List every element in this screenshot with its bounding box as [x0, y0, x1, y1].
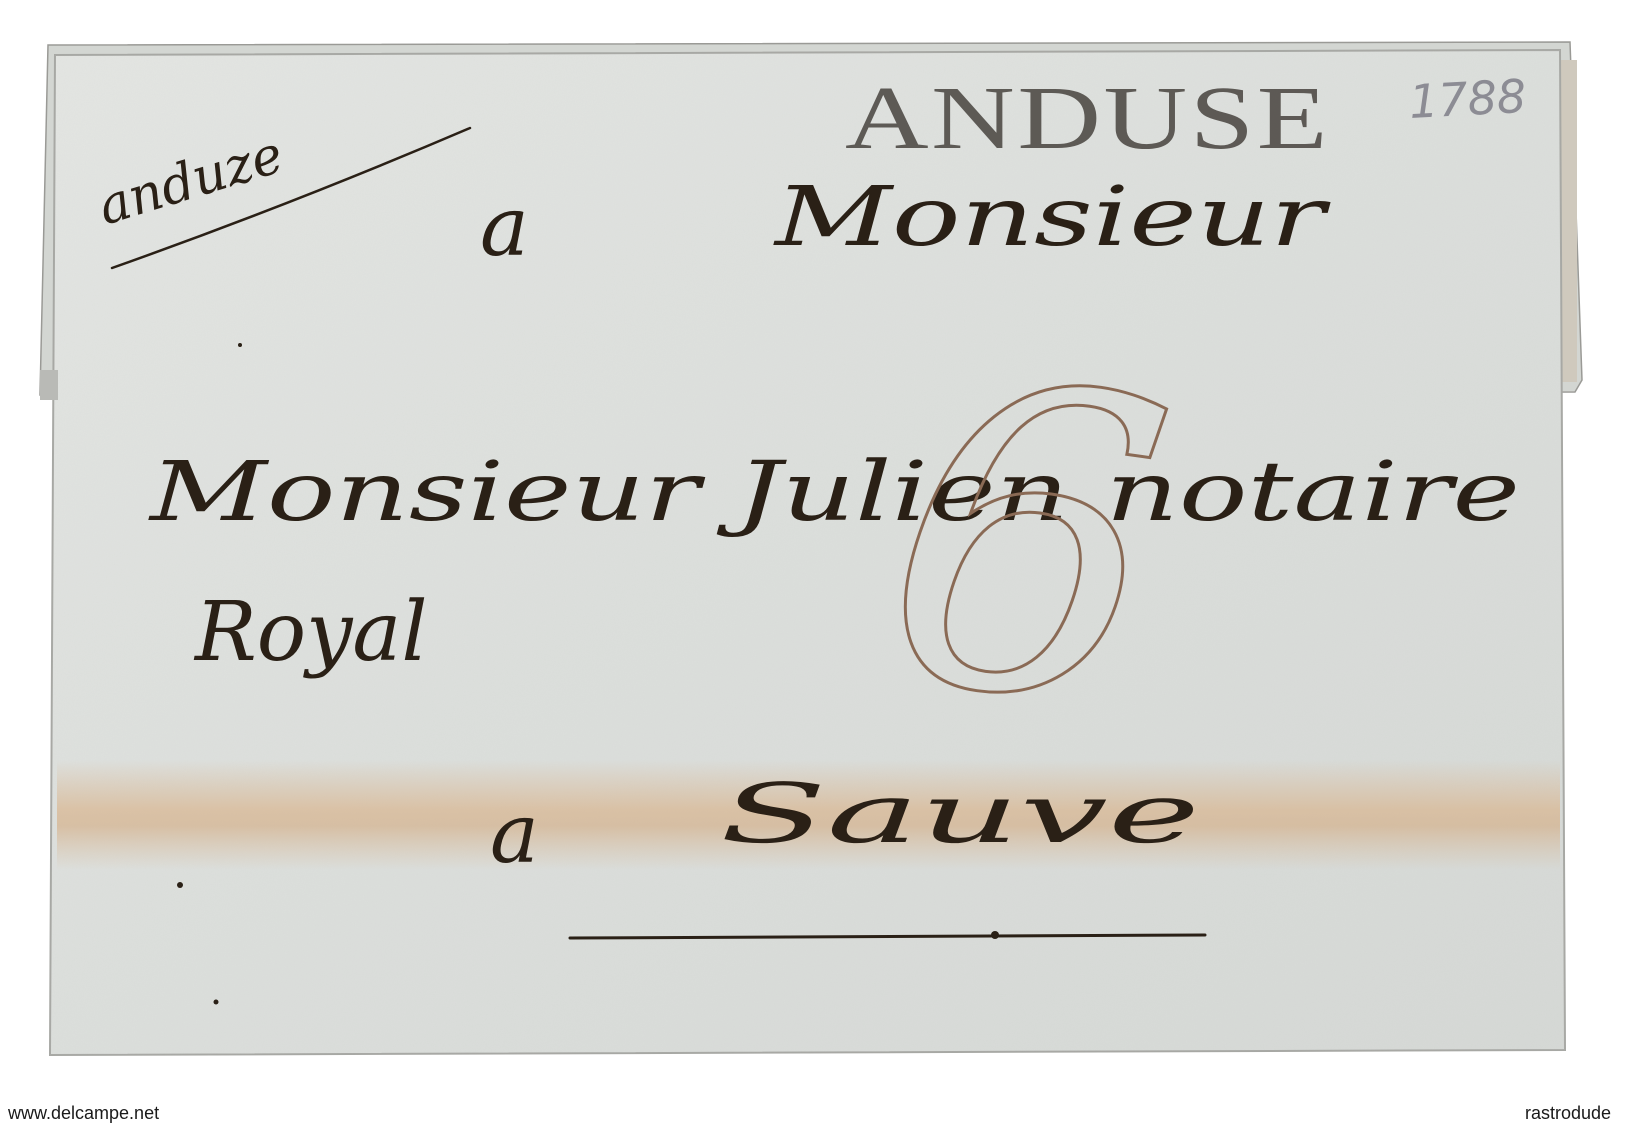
- address-recipient: Monsieur Julien notaire: [147, 445, 1520, 540]
- postage-rate: 6: [860, 285, 1193, 807]
- address-town: Sauve: [720, 767, 1200, 862]
- address-title: Royal: [195, 585, 428, 680]
- address-salutation: Monsieur: [772, 170, 1332, 265]
- ink-speck: [214, 1000, 219, 1005]
- pencil-date: 1788: [1407, 68, 1528, 129]
- fold-shadow: [40, 370, 58, 400]
- ink-speck: [238, 343, 242, 347]
- footer-right-watermark: rastrodude: [1525, 1103, 1612, 1123]
- address-prefix-2: a: [490, 787, 539, 882]
- town-underline-dot: [991, 931, 999, 939]
- origin-note: anduze: [91, 124, 290, 238]
- footer-strip: [0, 1100, 1625, 1125]
- footer-left-watermark: www.delcampe.net: [8, 1103, 160, 1123]
- ink-speck: [177, 882, 183, 888]
- address-prefix: a: [480, 180, 529, 275]
- postmark-stamp: ANDUSE: [845, 69, 1330, 168]
